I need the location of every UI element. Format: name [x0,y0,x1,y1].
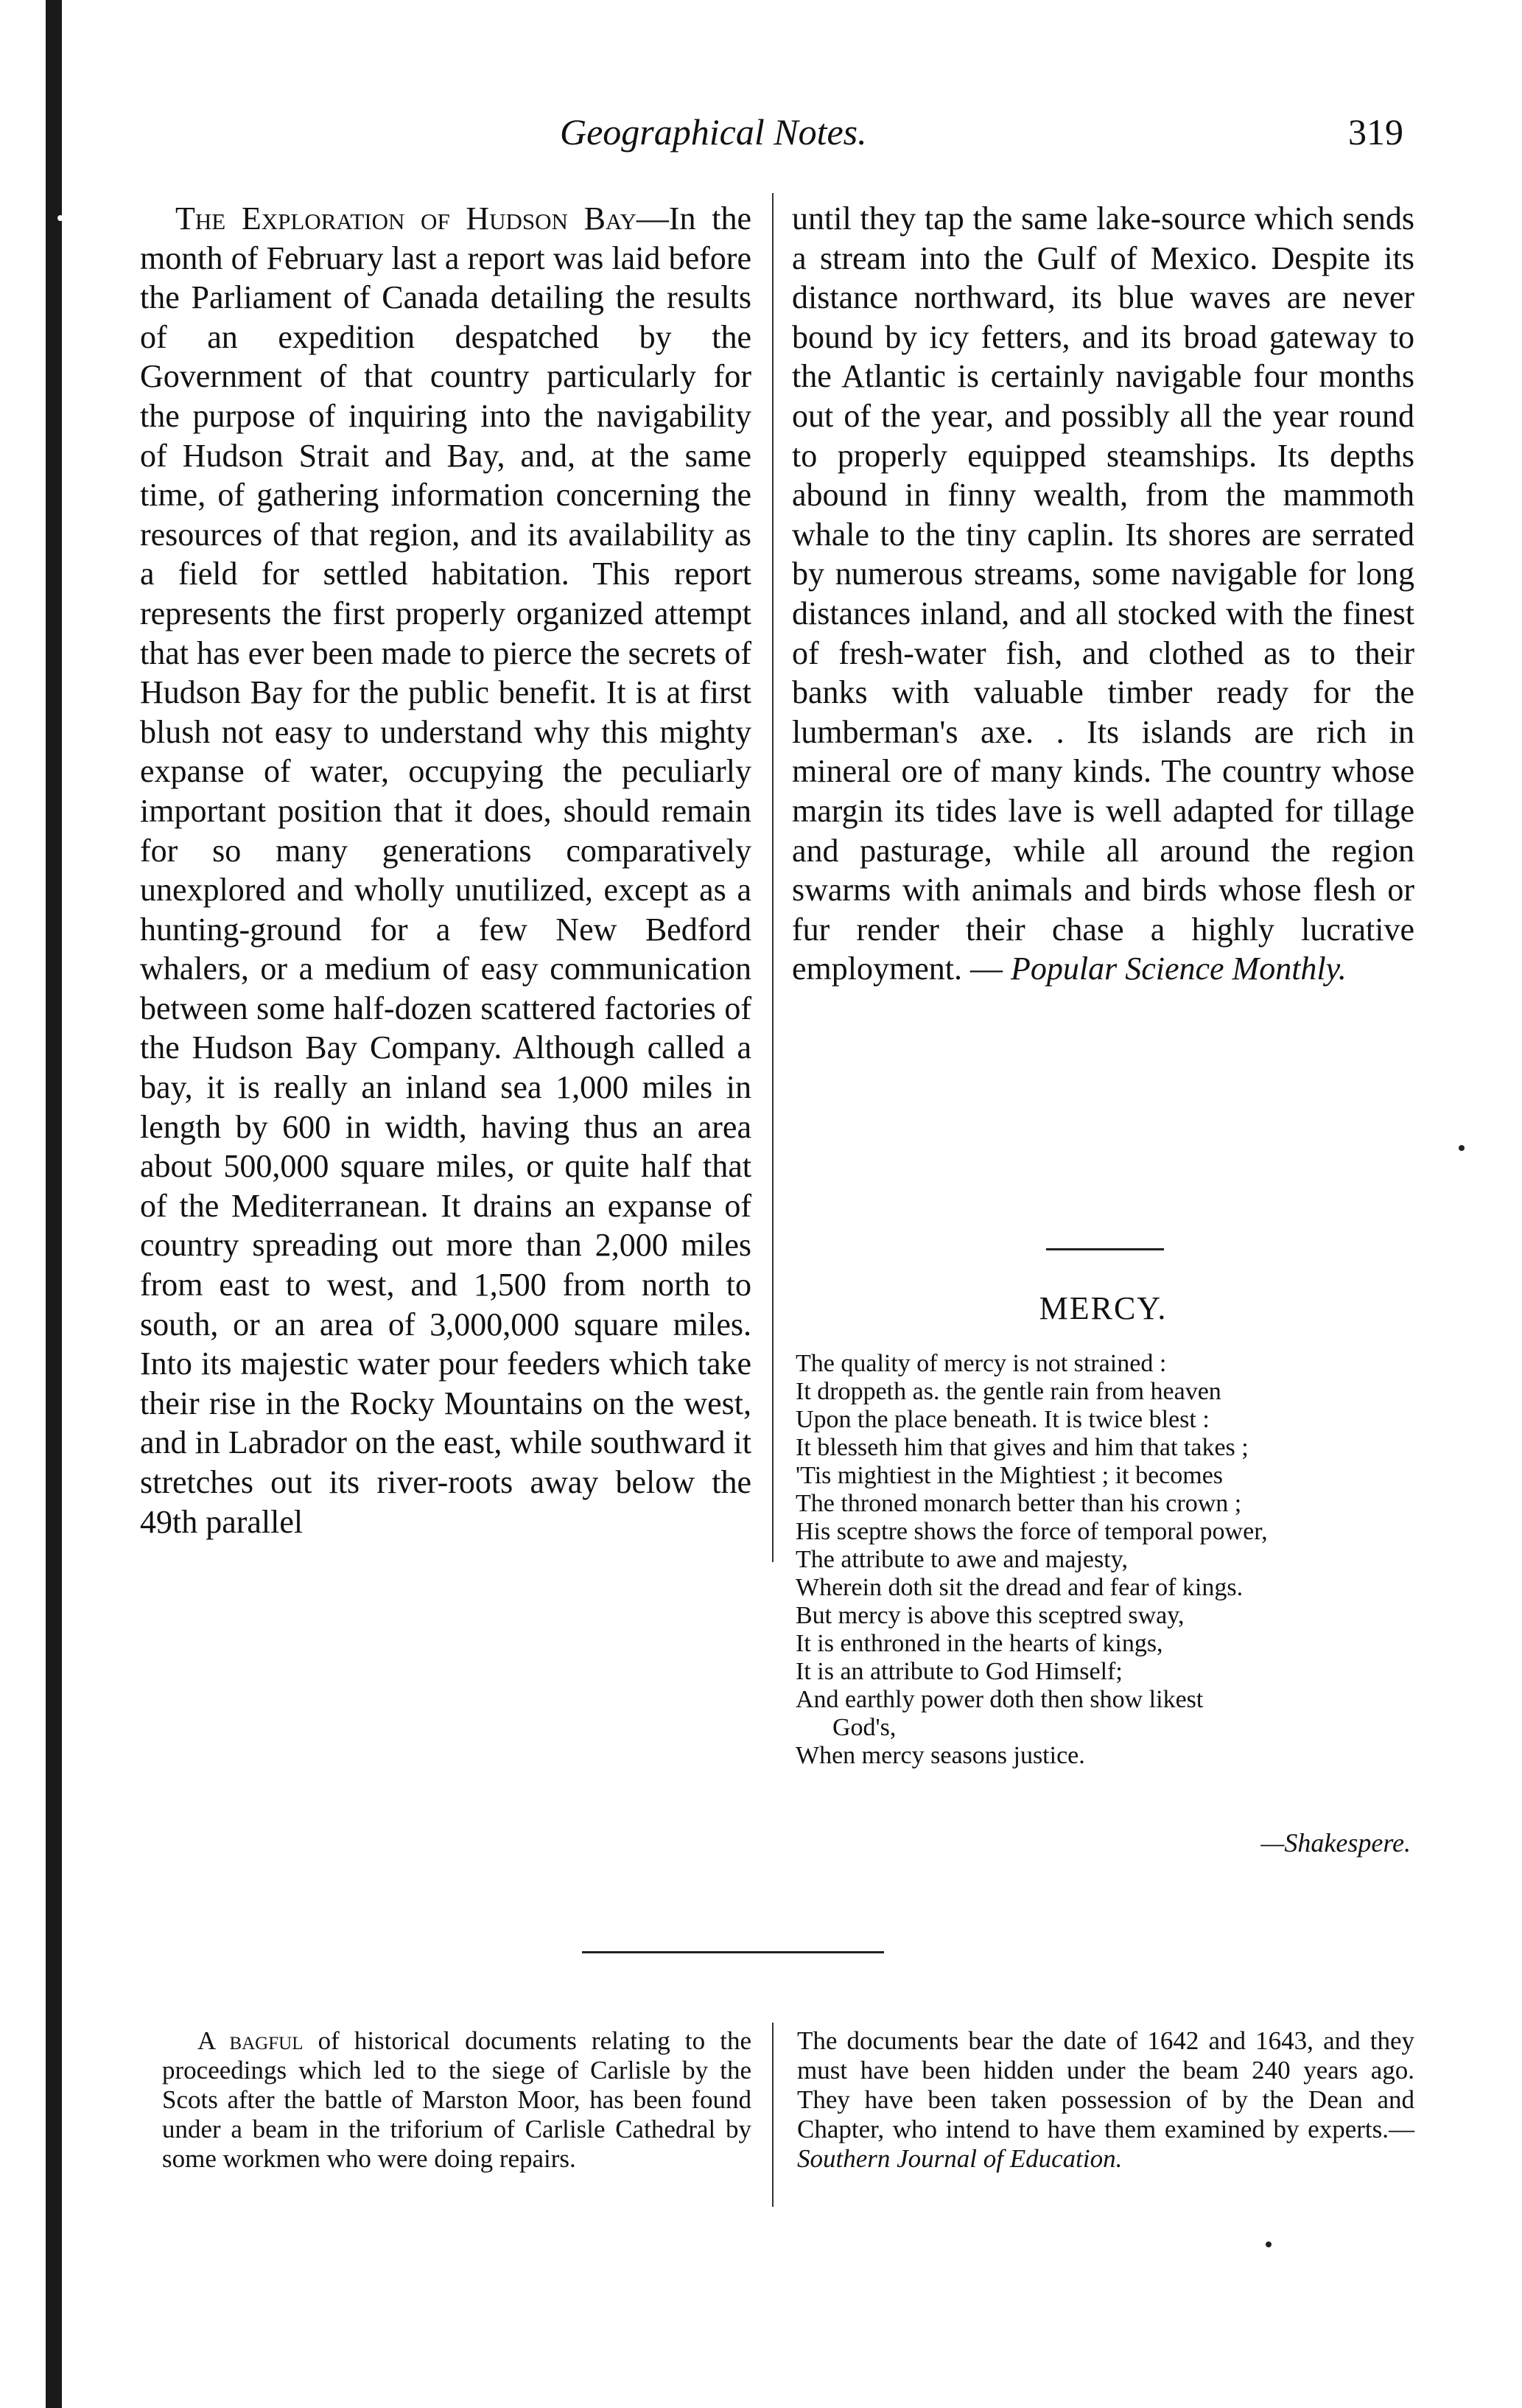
running-title: Geographical Notes. [560,111,867,153]
hudson-article-right-column [792,199,1414,989]
poem-line: 'Tis mightiest in the Mightiest ; it becomes [796,1462,1224,1489]
carlisle-article-paragraph-continued [797,2026,1414,2174]
article-separator-rule [582,1951,884,1953]
carlisle-article-source: Southern Journal of Education. [797,2144,1123,2173]
poem-line: When mercy seasons justice. [796,1742,1085,1769]
poem-line: Upon the place beneath. It is twice blest : [796,1406,1210,1433]
carlisle-article-body-left: of historical documents relating to the proceedings which led to the siege of Carlisle by the Scots after the battle of Marston Moor, has been found under a beam in the triforium of Carlisle Cathedral by some workmen who were doing repairs. [162,2026,751,2173]
poem-line: It is enthroned in the hearts of kings, [796,1630,1163,1657]
poem-line: And earthly power doth then show likest [796,1686,1204,1713]
hudson-article-left-column [140,199,751,1541]
poem-line-continuation: God's, [832,1714,897,1741]
poem-title: MERCY. [1039,1290,1168,1326]
carlisle-article-body-right: The documents bear the date of 1642 and 1643, and they must have been hidden under the beam 240 years ago. They have been taken possession of by the Dean and Chapter, who intend to have them examined by experts.— [797,2026,1414,2143]
hudson-article-paragraph [140,199,751,1541]
running-head [0,111,1522,162]
hudson-article-paragraph-continued [792,199,1414,989]
page-number: 319 [1348,111,1403,153]
carlisle-article-lead: A bagful [197,2026,304,2055]
poem-line: The quality of mercy is not strained : [796,1350,1167,1377]
carlisle-article-left-column [162,2026,751,2174]
print-speck [57,215,63,221]
column-divider-bottom [772,2023,774,2207]
poem-line: It is an attribute to God Himself; [796,1658,1123,1685]
binding-edge [46,0,62,2408]
hudson-article-body-right: until they tap the same lake-source which sends a stream into the Gulf of Mexico. Despite its distance northward, its blue waves are never bound by icy fetters, and its broad gateway to the Atlantic is certainly navigable four months out of the year, and possibly all the year round to properly equipped steamships. Its depths abound in finny wealth, from the mammoth whale to the tiny caplin. Its shores are serrated by numerous streams, some navigable for long distances inland, and all stocked with the finest of fresh-water fish, and clothed as to their banks with valuable timber ready for the lumberman's axe. . Its islands are rich in mineral ore of many kinds. The country whose margin its tides lave is well adapted for tillage and pasturage, while all around the region swarms with animals and birds whose flesh or fur render their chase a highly lucrative employment. — [792,200,1414,987]
hudson-article-body-left: —In the month of February last a report was laid before the Parliament of Canada detailing the results of an expedition despatched by the Government of that country particularly for the purpose of inquiring into the navigability of Hudson Strait and Bay, and, at the same time, of gathering information concerning the resources of that region, and its availability as a field for settled habitation. This report represents the first properly organized attempt that has ever been made to pierce the secrets of Hudson Bay for the public benefit. It is at first blush not easy to understand why this mighty expanse of water, occupying the peculiarly important position that it does, should remain for so many generations comparatively unexplored and wholly unutilized, except as a hunting-ground for a few New Bedford whalers, or a medium of easy communication between some half-dozen scattered factories of the Hudson Bay Company. Although called a bay, it is really an inland sea 1,000 miles in length by 600 in width, having thus an area about 500,000 square miles, or quite half that of the Mediterranean. It drains an expanse of country spreading out more than 2,000 miles from east to west, and 1,500 from north to south, or an area of 3,000,000 square miles. Into its majestic water pour feeders which take their rise in the Rocky Mountains on the west, and in Labrador on the east, while southward it stretches out its river-roots away below the 49th parallel [140,200,751,1540]
poem-line: But mercy is above this sceptred sway, [796,1602,1185,1629]
hudson-article-source: Popular Science Monthly. [1010,951,1347,987]
carlisle-article-paragraph [162,2026,751,2174]
poem-attribution: —Shakespere. [1260,1828,1411,1858]
column-divider-top [772,193,774,1562]
poem-line: Wherein doth sit the dread and fear of kings. [796,1574,1244,1601]
poem-body [796,1350,1422,1770]
carlisle-article-right-column [797,2026,1414,2174]
poem-line: It droppeth as. the gentle rain from heaven [796,1378,1221,1405]
poem-line: It blesseth him that gives and him that takes ; [796,1434,1249,1461]
section-rule [1046,1248,1164,1250]
hudson-article-title: The Exploration of Hudson Bay [175,200,636,237]
print-speck [1459,1145,1465,1151]
poem-line: His sceptre shows the force of temporal power, [796,1518,1268,1545]
poem-line: The throned monarch better than his crown ; [796,1490,1242,1517]
poem-line: The attribute to awe and majesty, [796,1546,1128,1573]
print-speck [1266,2241,1272,2247]
